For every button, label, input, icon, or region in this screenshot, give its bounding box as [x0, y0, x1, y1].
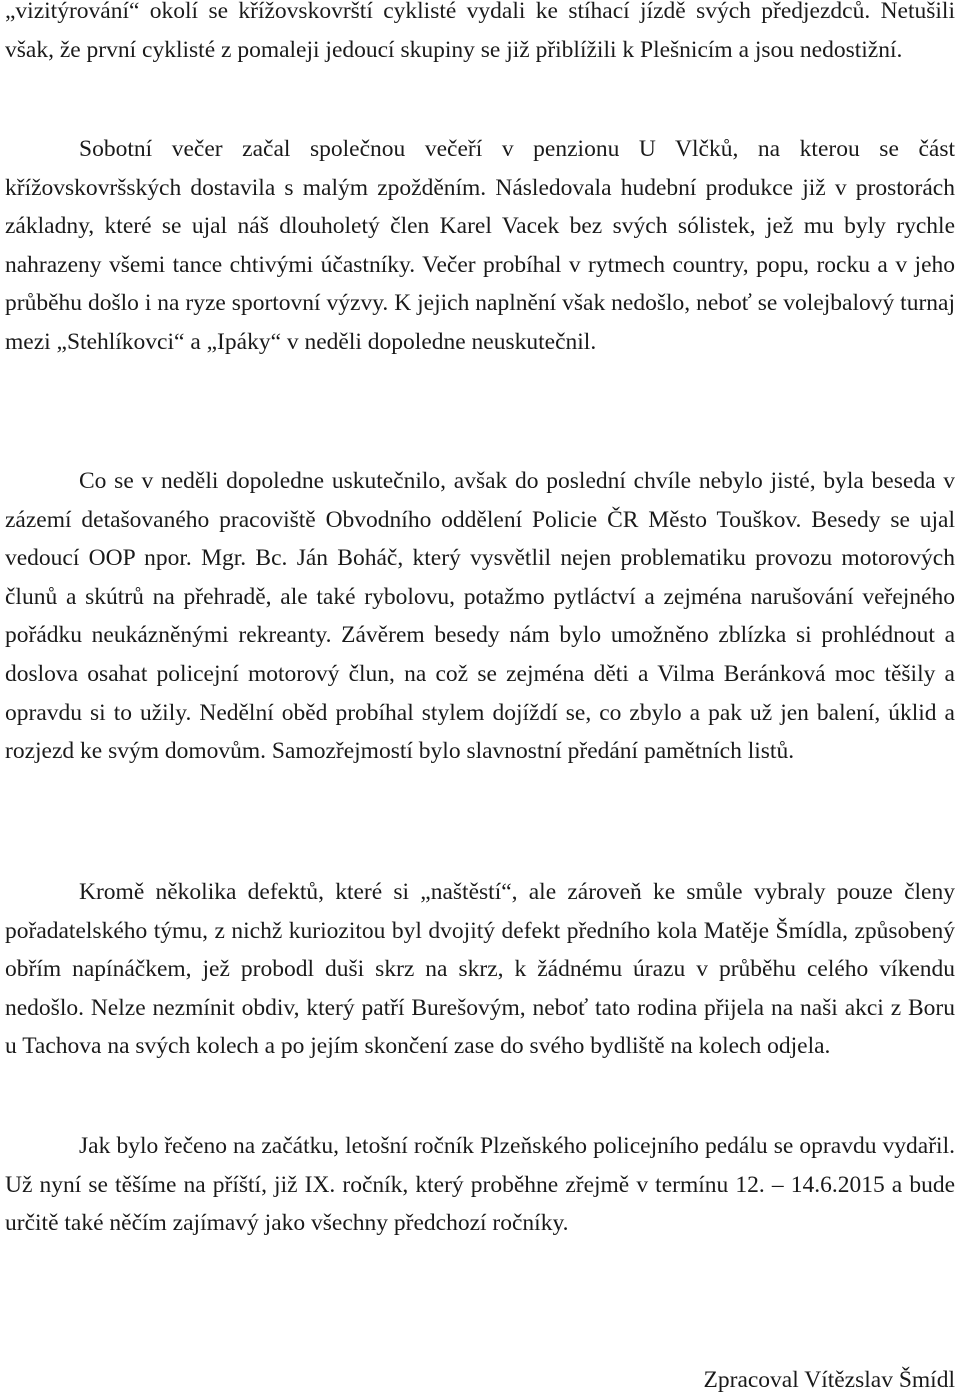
author-signature: Zpracoval Vítězslav Šmídl	[703, 1367, 955, 1393]
paragraph-cyclists-chase: „vizitýrování“ okolí se křížovskovrští cyklisté vydali ke stíhací jízdě svých předjezdců. Netušili však, že první cyklisté z pomaleji jedoucí skupiny se již přiblížili k Plešnicím a jsou nedostižní.	[5, 0, 955, 63]
paragraph-saturday-evening: Sobotní večer začal společnou večeří v penzionu U Vlčků, na kterou se část křížovskovršských dostavila s malým zpožděním. Následovala hudební produkce již v prostorách základny, které se ujal náš dlouholetý člen Karel Vacek bez svých sólistek, jež mu byly rychle nahrazeny všemi tance chtivými účastníky. Večer probíhal v rytmech country, popu, rocku a v jeho průběhu došlo i na ryze sportovní výzvy. K jejich naplnění však nedošlo, neboť se volejbalový turnaj mezi „Stehlíkovci“ a „Ipáky“ v neděli dopoledne neuskutečnil.	[5, 136, 955, 355]
paragraph-conclusion: Jak bylo řečeno na začátku, letošní ročník Plzeňského policejního pedálu se opravdu vydařil. Už nyní se těšíme na příští, již IX. ročník, který proběhne zřejmě v termínu 12. – 14.6.2015 a bude určitě také něčím zajímavý jako všechny předchozí ročníky.	[5, 1133, 955, 1237]
paragraph-police-talk: Co se v neděli dopoledne uskutečnilo, avšak do poslední chvíle nebylo jisté, byla beseda v zázemí detašovaného pracoviště Obvodního oddělení Policie ČR Město Touškov. Besedy se ujal vedoucí OOP npor. Mgr. Bc. Ján Boháč, který vysvětlil nejen problematiku provozu motorových člunů a skútrů na přehradě, ale také rybolovu, potažmo pytláctví a zejména narušování veřejného pořádku neukázněnými rekreanty. Závěrem besedy nám bylo umožněno zblízka si prohlédnout a doslova osahat policejní motorový člun, na což se zejména děti a Vilma Beránková moc těšily a opravdu si to užily. Nedělní oběd probíhal stylem dojíždí se, co zbylo a pak už jen balení, úklid a rozjezd ke svým domovům. Samozřejmostí bylo slavnostní předání pamětních listů.	[5, 468, 955, 765]
paragraph-defects: Kromě několika defektů, které si „naštěstí“, ale zároveň ke smůle vybraly pouze členy pořadatelského týmu, z nichž kuriozitou byl dvojitý defekt předního kola Matěje Šmídla, způsobený obřím napínáčkem, jež probodl duši skrz na skrz, k žádnému úrazu v průběhu celého víkendu nedošlo. Nelze nezmínit obdiv, který patří Burešovým, neboť tato rodina přijela na naši akci z Boru u Tachova na svých kolech a po jejím skončení zase do svého bydliště na kolech odjela.	[5, 879, 955, 1060]
